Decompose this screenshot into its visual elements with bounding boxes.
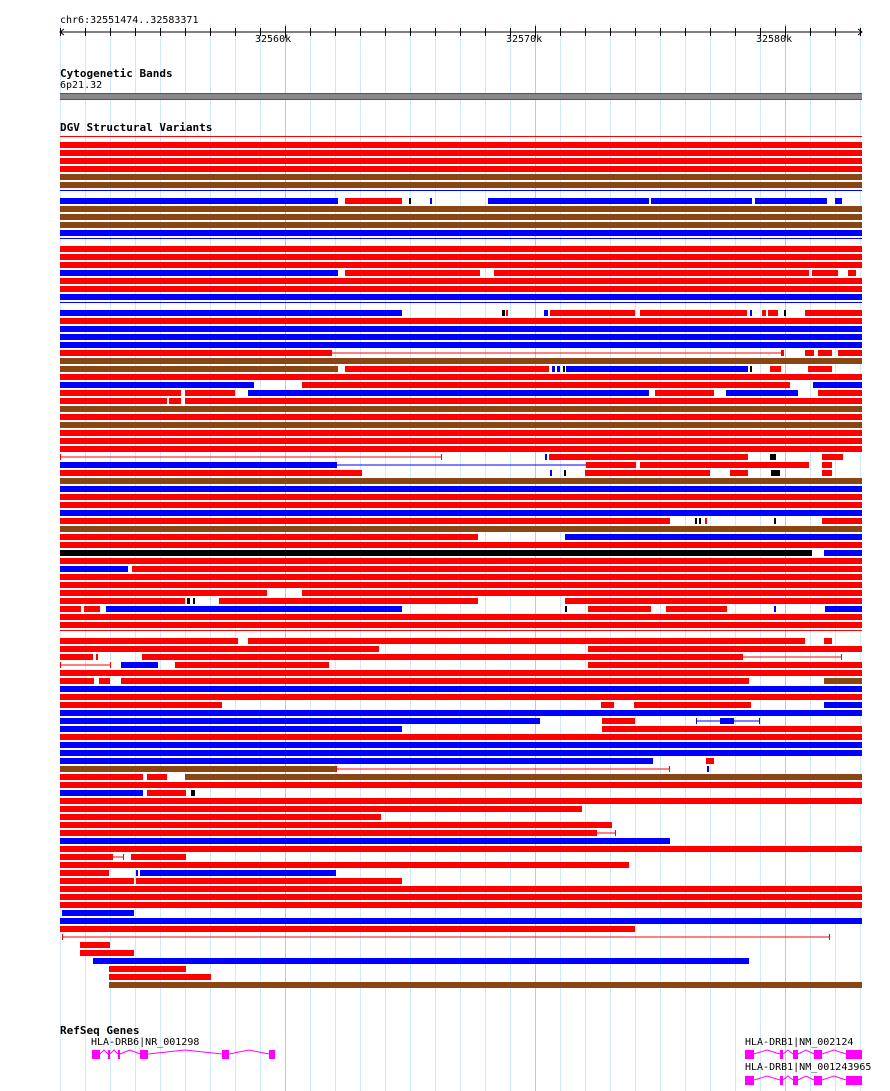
cytoband-label: 6p21.32 (60, 80, 103, 91)
gene-exon (793, 1050, 798, 1059)
gene-intron (822, 1076, 846, 1080)
ruler-tick-32570k: 32570k (506, 34, 543, 45)
gene-exon (118, 1050, 120, 1059)
gene-exon (108, 1050, 110, 1059)
gene-intron (110, 1050, 118, 1054)
refseq-track-title[interactable]: RefSeq Genes (60, 1024, 140, 1037)
gene-exon (846, 1076, 862, 1085)
gene-label-hla-drb1-nm002124[interactable]: HLA-DRB1|NM_002124 (745, 1037, 854, 1048)
gene-intron (120, 1050, 140, 1054)
gene-intron (783, 1050, 793, 1054)
ruler-tick-32560k: 32560k (255, 34, 292, 45)
gene-exon (222, 1050, 229, 1059)
location-label: chr6:32551474..32583371 (60, 15, 199, 26)
gene-intron (754, 1076, 780, 1080)
gene-label-hla-drb1-nm001243965[interactable]: HLA-DRB1|NM_001243965 (745, 1062, 872, 1073)
gene-exon (814, 1050, 822, 1059)
gene-exon (269, 1050, 275, 1059)
gene-model-hla-drb6 (92, 1050, 275, 1059)
gene-model-hla-drb1-nm002124 (745, 1050, 862, 1059)
gene-exon (780, 1050, 783, 1059)
gene-exon (814, 1076, 822, 1085)
gene-exon (745, 1050, 754, 1059)
gene-intron (798, 1076, 814, 1080)
gene-exon (780, 1076, 783, 1085)
gene-intron (783, 1076, 793, 1080)
gene-intron (148, 1050, 222, 1054)
cytobands-track-title[interactable]: Cytogenetic Bands (60, 67, 173, 80)
gene-exon (793, 1076, 798, 1085)
gene-exon (92, 1050, 100, 1059)
gene-intron (798, 1050, 814, 1054)
gene-intron (100, 1050, 108, 1054)
ruler-tick-32580k: 32580k (756, 34, 793, 45)
gene-exon (745, 1076, 754, 1085)
gene-model-hla-drb1-nm001243965 (745, 1076, 862, 1085)
gene-exon (846, 1050, 862, 1059)
gene-label-hla-drb6[interactable]: HLA-DRB6|NR_001298 (91, 1037, 200, 1048)
gene-intron (822, 1050, 846, 1054)
dgv-track-title[interactable]: DGV Structural Variants (60, 121, 213, 134)
gene-intron (754, 1050, 780, 1054)
gene-exon (140, 1050, 148, 1059)
gene-intron (229, 1050, 269, 1054)
